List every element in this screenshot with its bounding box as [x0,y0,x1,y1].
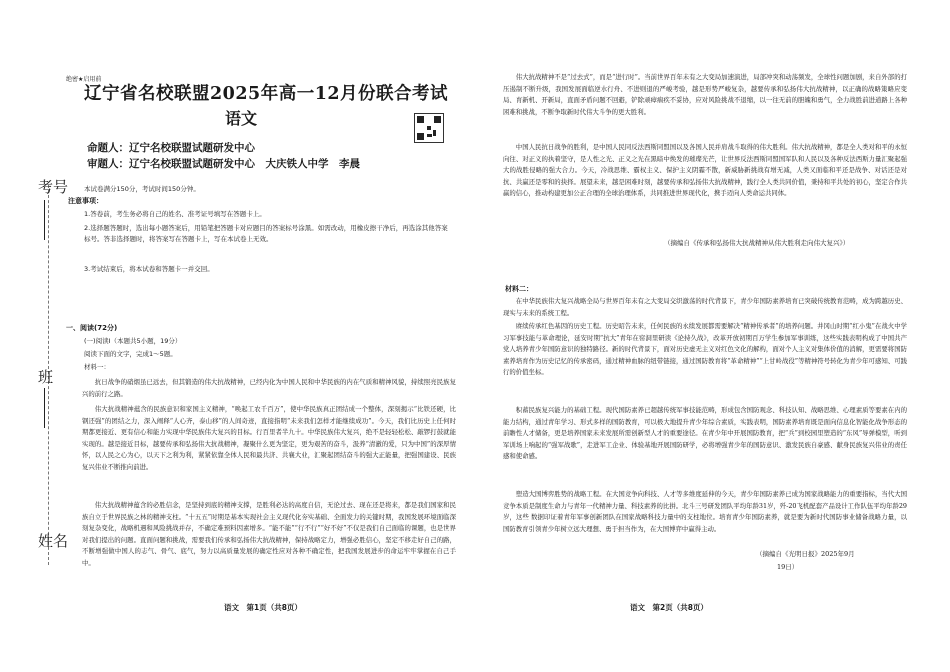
subject-title: 语文 [225,109,258,128]
notice-item-1: 1.答卷前，考生务必将自己的姓名、准考证号填写在答题卡上。 [84,210,266,218]
qr-code-icon [414,113,444,143]
exam-number-blank [44,200,46,240]
secret-tag: 绝密★启用前 [66,76,102,83]
notice-item-2: 2.选择题答题时，选出每小题答案后，用铅笔把答题卡对应题目的答案标号涂黑。如需改动，用橡皮擦干净后，再选涂其他答案标号。答非选择题时，将答案写在答题卡上，写在本试卷上无效。 [84,224,448,243]
right-paragraph: 中国人民抗日战争的胜利，是中国人民同反法西斯同盟国以及各国人民并肩战斗取得的伟大胜利。伟大抗战精神，都是全人类对和平的永恒向往、对正义的执着坚守，是人性之光、正义之光在黑暗中焕发的璀璨光芒，让世界反法西斯同盟国军队和人民以及各种反法西斯力量汇聚起强大的战胜侵略的强大合力。今天，冷战思维、霸权主义、保护主义阴霾不散，新威胁新挑战有增无减，人类又面临和平还是战争、对话还是对抗、共赢还是零和的抉择。展望未来，越是困难时刻，越要传承和弘扬伟大抗战精神，践行全人类共同价值，秉持和平共处的初心，坚定合作共赢的信心，推动构建更加公正合理的全球治理体系，共同推进世界现代化，携手迈向人类命运共同体。 [503,143,907,198]
material-1-label: 材料一： [84,363,110,371]
citation-2-date: 19日） [777,563,799,571]
exam-title: 辽宁省名校联盟2025年高一12月份联合考试 [84,84,449,104]
instruction-line: 阅读下面的文字，完成1～5题。 [84,350,177,358]
right-paragraph: 积蓄民族复兴能力的基础工程。现代国防素养已超越传统军事技能范畴，形成包含国防观念、科技认知、战略思维、心理素质等要素在内的能力结构，通过青年学习、形式多样的国防教育，可以极大地提升青少年综合素质，实践表明，国防素养培育既是面向信息化智能化战争形态的前瞻性人才储备，更是培养国家未来发展所需创新型人才的重要途径。在青少年中开展国防教育，把“兵”到校园里塑造的“东风”导弹模型，听到军训场上响起的“强军战歌”，走进军工企业、体验基地开展国防研学，必将增强青少年的国防意识、激发民族自豪感、献身民族复兴伟业的责任感和使命感。 [503,406,907,461]
exam-number-label: 考号 [38,178,69,196]
page-footer-left: 语文 第1页（共8页） [224,603,302,612]
exam-info-line: 本试卷满分150分，考试时间150分钟。 [84,185,200,193]
left-paragraph: 抗日战争的硝烟虽已远去，但其锻造的伟大抗战精神，已经内化为中国人民和中华民族的内在气质和精神风貌，持续照亮民族复兴的前行之路。 [82,378,456,398]
right-paragraph: 赓续传承红色基因的历史工程。历史昭告未来，任何民族的永续发展都需要解决“精神传承者”的培养问题。井冈山时期“红小鬼”在战火中学习军事技能与革命理论，延安时期“抗大”青年在窑洞里研读《论持久战》，改革开放初期百万学生参加军事训练，这些实践表明构成了中国共产党人培养青少年国防意识的独特路径。新的时代背景下，面对历史虚无主义对红色文化的解构，面对个人主义对集体价值的消解，更需要将国防素养培育作为历史记忆的传承密码，通过精神血脉的纽带链接，通过国防教育将“革命精神”“上甘岭战役”等精神符号转化为青少年可感知、可践行的价值坐标。 [503,322,907,377]
citation-2: （摘编自《光明日报》2025年9月 [756,550,855,558]
left-paragraph: 伟大抗战精神蕴含的民族意识和家国主义精神，“唤起工农千百万”，使中华民族真正团结成一个整体，深刻揭示“比铁还硬，比钢还强”的团结之力，深入阐释“人心齐，泰山移”的人间奇迹，直接指明“未来我们怎样才能继续成功”。今天，我们比历史上任何时期都更接近、更有信心和能力实现中华民族伟大复兴的目标。行百里者半九十。中华民族伟大复兴，绝不是轻轻松松、敲锣打鼓就能实现的。越是接近目标，越要传承和弘扬伟大抗战精神，凝聚什么更为坚定，更为艰苦的奋斗，汲养“清澈的爱，只为中国”的深厚情怀，以人民之心为心，以天下之利为利，紧紧依靠全体人民和最共济、共襄大业，汇聚起团结奋斗的强大正能量，把强国建设、民族复兴伟业不断推向前进。 [82,405,456,471]
right-paragraph: 塑造大国博弈胜势的战略工程。在大国竞争向科技、人才等多维度延伸的今天，青少年国防素养已成为国家战略能力的重要指标，当代大国竞争本质是制度生命力与青年一代精神力量、科技素养的比拼。北斗三号研发团队平均年龄31岁，歼-20飞机配套产品设计工作队伍平均年龄29岁，这些 数据印证着青年军事创新团队在国家战略科技力量中的支柱地位。培育青少年国防素养，就是要为新时代国防事业储备战略力量，以国防教育引领青少年树立远大理想、勇于担当作为，在大国博弈中赢得主动。 [503,490,907,533]
class-blank [44,388,46,428]
right-paragraph: 在中华民族伟大复兴战略全局与世界百年未有之大变局交织激荡的时代背景下，青少年国防素养培育已突破传统教育范畴，成为跨越历史、现实与未来的系统工程。 [503,297,907,317]
citation-1: （摘编自《传承和弘扬伟大抗战精神从伟大胜利走向伟大复兴》） [664,239,850,247]
sub-section-heading: (一)阅读Ⅰ（本题共5小题，19分） [84,337,182,345]
material-2-heading: 材料二： [505,285,533,293]
notice-heading: 注意事项： [68,197,103,205]
reviewer-line: 审题人：辽宁名校联盟试题研发中心 大庆铁人中学 李晨 [87,158,360,170]
section-heading: 一、阅读(72分) [66,324,118,332]
notice-item-3: 3.考试结束后，将本试卷和答题卡一并交回。 [84,265,214,273]
name-label: 姓名 [38,532,69,550]
page-footer-right: 语文 第2页（共8页） [630,603,708,612]
left-paragraph: 伟大抗战精神蕴含的必胜信念，是坚持到底的精神支撑，是胜利必达的高度自信，无论过去、现在还是将来，都是我们国家和民族自立于世界民族之林的精神支柱。“十五五”时期是基本实现社会主义现代化夯实基础、全面发力的关键时期，我国发展环境面临深刻复杂变化，战略机遇和风险挑战并存，不确定难预料因素增多。“能不能”“行不行”“好不好”不仅是我们自己面临的课题，也是世界对我们提出的问题。直面问题和挑战，需要我们传承和弘扬伟大抗战精神，保持战略定力，增强必胜信心，坚定不移走好自己的路，不断增强做中国人的志气、骨气、底气，努力以高质量发展的确定性应对各种不确定性，把我国发展进步的命运牢牢掌握在自己手中。 [82,501,456,567]
author-line: 命题人：辽宁名校联盟试题研发中心 [87,142,255,154]
right-paragraph: 伟大抗战精神不是“过去式”，而是“进行时”。当前世界百年未有之大变局加速演进，局部冲突和动荡频发，全球性问题加剧，来自外部的打压遏制不断升级，我国发展面临逆水行舟、不进则退的严峻考验，越是形势严峻复杂，越要传承和弘扬伟大抗战精神，以正确的战略策略应变局、育新机、开新局，直面矛盾问题不回避，铲除顽瘴痼疾不妥协，应对风险挑战不退缩，以一往无前的胆魄和勇气，全力战胜前进道路上各种困难和挑战，不断争取新时代伟大斗争的更大胜利。 [503,73,907,116]
class-label: 班 [38,368,54,386]
